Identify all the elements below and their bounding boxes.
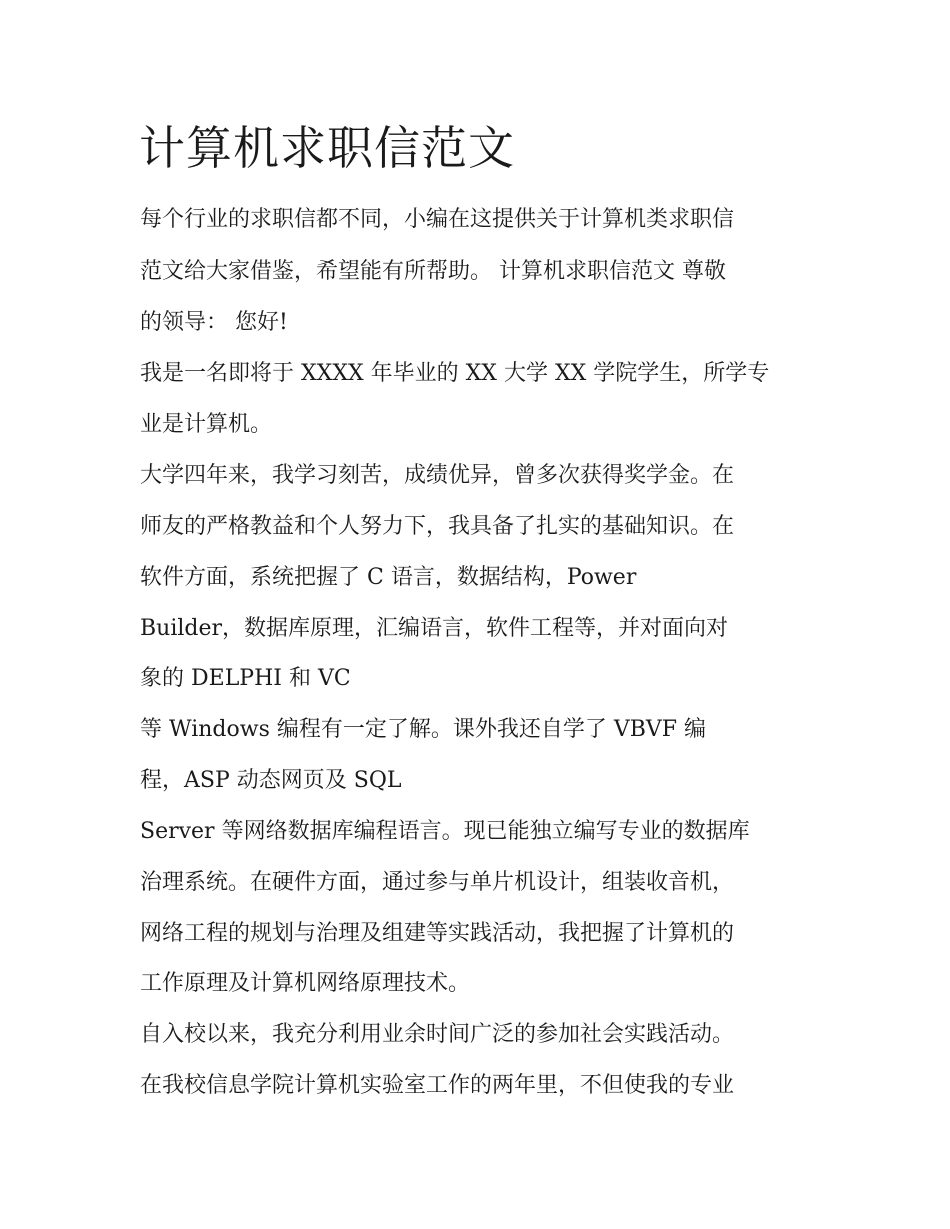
body-line: 在我校信息学院计算机实验室工作的两年里，不但使我的专业 — [140, 1073, 735, 1098]
body-line: 的领导： 您好! — [140, 310, 288, 335]
page-title: 计算机求职信范文 — [139, 121, 515, 175]
body-line: 每个行业的求职信都不同，小编在这提供关于计算机类求职信 — [140, 207, 735, 232]
body-line: 范文给大家借鉴，希望能有所帮助。 计算机求职信范文 尊敬 — [140, 259, 726, 284]
body-line: 师友的严格教益和个人努力下，我具备了扎实的基础知识。在 — [140, 514, 735, 539]
body-line: 我是一名即将于 XXXX 年毕业的 XX 大学 XX 学院学生，所学专 — [140, 361, 770, 386]
body-line: 业是计算机。 — [140, 412, 273, 437]
body-line: 象的 DELPHI 和 VC — [140, 666, 351, 691]
body-line: 等 Windows 编程有一定了解。课外我还自学了 VBVF 编 — [140, 717, 707, 742]
body-line: 程，ASP 动态网页及 SQL — [140, 768, 402, 793]
body-line: 工作原理及计算机网络原理技术。 — [140, 971, 471, 996]
body-line: 大学四年来，我学习刻苦，成绩优异，曾多次获得奖学金。在 — [140, 463, 735, 488]
body-line: 网络工程的规划与治理及组建等实践活动，我把握了计算机的 — [140, 921, 735, 946]
body-line: 治理系统。在硬件方面，通过参与单片机设计，组装收音机， — [140, 870, 735, 895]
body-line: Builder，数据库原理，汇编语言，软件工程等，并对面向对 — [140, 616, 729, 641]
body-line: 自入校以来，我充分利用业余时间广泛的参加社会实践活动。 — [140, 1022, 735, 1047]
body-line: Server 等网络数据库编程语言。现已能独立编写专业的数据库 — [140, 819, 750, 844]
body-line: 软件方面，系统把握了 C 语言，数据结构，Power — [140, 565, 637, 590]
